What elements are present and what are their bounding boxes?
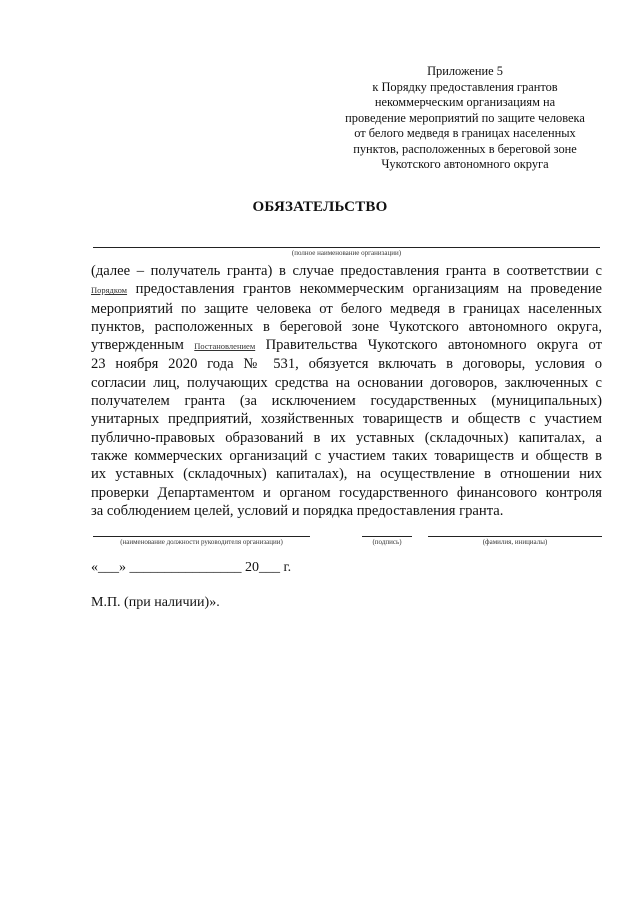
paragraph-line: пунктов, расположенных в береговой зоне Чукотского автономного округа, [91,318,602,335]
paragraph-text: утвержденным [91,337,184,354]
position-caption: (наименование должности руководителя организации) [120,538,283,546]
paragraph-text: предоставления грантов некоммерческим организациям на проведение [135,281,602,298]
obligation-paragraph [91,262,602,520]
annex-header [330,64,600,173]
signature-caption: (подпись) [372,538,402,546]
date-line[interactable]: «___» ________________ 20___ г. [91,560,292,575]
document-title: ОБЯЗАТЕЛЬСТВО [252,199,388,215]
paragraph-line [91,336,602,355]
annex-line: к Порядку предоставления грантов [372,79,558,94]
annex-line: некоммерческим организациям на [374,95,556,109]
paragraph-line: также коммерческих организаций с участием таких товариществ и обществ в [91,447,602,464]
paragraph-line: согласии лиц, получающих средства на основании договоров, заключенных с [91,374,602,391]
annex-line: проведение мероприятий по защите человека [345,110,585,125]
annex-line: пунктов, расположенных в береговой зоне [353,141,577,156]
paragraph-line: мероприятий по защите человека от белого медведя в границах населенных [91,300,602,317]
annex-line: от белого медведя в границах населенных [354,126,576,140]
paragraph-line [91,280,602,299]
stamp-place: М.П. (при наличии)». [91,595,220,610]
full-name-caption: (фамилия, инициалы) [482,538,548,546]
resolution-link[interactable]: Постановлением [194,341,256,352]
annex-line: Приложение 5 [427,64,503,78]
position-field[interactable] [93,536,310,537]
signature-field[interactable] [362,536,412,537]
paragraph-line: проверки Департаментом и органом государственного финансового контроля [91,484,602,501]
paragraph-line: унитарных предприятий, хозяйственных товариществ и обществ с участием [91,411,602,428]
paragraph-line: 23 ноября 2020 года № 531, обязуется включать в договоры, условия о [91,356,602,373]
paragraph-text: Правительства Чукотского автономного округа от [265,337,602,354]
paragraph-line: получателем гранта (за исключением государственных (муниципальных) [91,393,602,410]
procedure-link[interactable]: Порядком [91,285,128,296]
paragraph-line: публично-правовых образований в их уставных (складочных) капиталах, а [91,429,602,446]
annex-line: Чукотского автономного округа [381,157,549,171]
full-name-field[interactable] [428,536,602,537]
organization-name-caption: (полное наименование организации) [291,249,402,257]
paragraph-line: (далее – получатель гранта) в случае предоставления гранта в соответствии с [91,263,602,279]
paragraph-line: за соблюдением целей, условий и порядка предоставления гранта. [91,502,504,519]
organization-name-field[interactable] [93,247,600,248]
paragraph-line: их уставных (складочных) капиталах), на осуществление в отношении них [91,466,602,483]
